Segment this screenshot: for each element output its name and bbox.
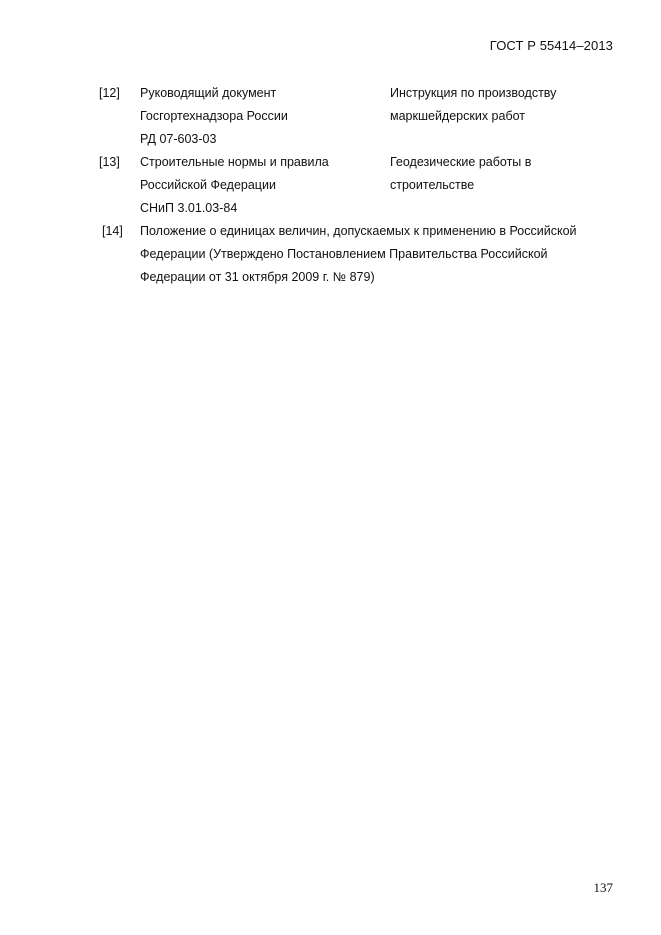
reference-document-name (140, 82, 288, 151)
reference-text-line: Российской Федерации (140, 178, 276, 192)
reference-number: [14] (102, 224, 123, 238)
reference-text-line: маркшейдерских работ (390, 109, 526, 123)
reference-text-line: Федерации от 31 октября 2009 г. № 879) (140, 270, 375, 284)
reference-text-line: Строительные нормы и правила (140, 155, 329, 169)
reference-text-line: строительстве (390, 178, 475, 192)
reference-text-line: Геодезические работы в (390, 155, 532, 169)
reference-document-name (140, 151, 329, 220)
reference-text-line: Положение о единицах величин, допускаемых к применению в Российской (140, 224, 577, 238)
reference-number: [12] (99, 86, 120, 100)
standard-code: ГОСТ Р 55414–2013 (489, 38, 613, 53)
reference-number: [13] (99, 155, 120, 169)
reference-text-line: Руководящий документ (140, 86, 277, 100)
reference-document-title (140, 220, 577, 289)
reference-document-title (390, 151, 531, 197)
reference-text-line: СНиП 3.01.03-84 (140, 201, 238, 215)
reference-text-line: Инструкция по производству (390, 86, 557, 100)
page-number: 137 (593, 880, 613, 895)
reference-text-line: Госгортехнадзора России (140, 109, 288, 123)
reference-document-title (390, 82, 556, 128)
reference-text-line: Федерации (Утверждено Постановлением Правительства Российской (140, 247, 548, 261)
reference-text-line: РД 07-603-03 (140, 132, 217, 146)
